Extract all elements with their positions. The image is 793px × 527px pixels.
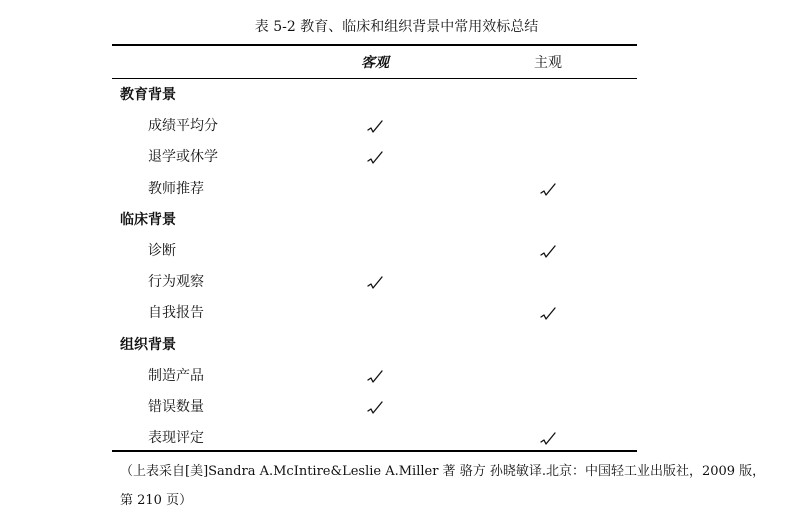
category-row <box>0 84 793 106</box>
criterion-label: 自我报告 <box>148 305 204 322</box>
table-row <box>0 146 793 168</box>
source-note-line-1: （上表采自[美]Sandra A.McIntire&Leslie A.Miller 著 骆方 孙晓敏译.北京：中国轻工业出版社，2009 版， <box>120 464 766 479</box>
checkmark-icon <box>540 431 556 447</box>
checkmark-icon <box>540 182 556 198</box>
column-header-subjective: 主观 <box>534 55 562 71</box>
criterion-label: 退学或休学 <box>148 149 218 166</box>
source-note-line-2: 第 210 页） <box>120 493 193 508</box>
checkmark-icon <box>367 400 383 416</box>
table-row <box>0 115 793 137</box>
table-row <box>0 427 793 449</box>
checkmark-icon <box>540 306 556 322</box>
category-row <box>0 334 793 356</box>
table-row <box>0 178 793 200</box>
checkmark-icon <box>367 150 383 166</box>
criterion-label: 诊断 <box>148 243 176 259</box>
table-row <box>0 365 793 387</box>
checkmark-icon <box>367 119 383 135</box>
criterion-label: 行为观察 <box>148 274 204 291</box>
category-label: 教育背景 <box>120 87 176 103</box>
category-label: 临床背景 <box>120 211 176 228</box>
category-label: 组织背景 <box>120 336 176 353</box>
criterion-label: 成绩平均分 <box>148 118 218 135</box>
criterion-label: 错误数量 <box>148 399 204 415</box>
table-row <box>0 396 793 418</box>
table-header-rule <box>112 78 637 79</box>
criterion-label: 制造产品 <box>148 367 204 384</box>
table-row <box>0 302 793 324</box>
checkmark-icon <box>540 244 556 260</box>
table-row <box>0 240 793 262</box>
category-row <box>0 209 793 231</box>
criterion-label: 表现评定 <box>148 430 204 447</box>
table-caption: 表 5-2 教育、临床和组织背景中常用效标总结 <box>254 19 539 35</box>
criterion-label: 教师推荐 <box>148 180 204 197</box>
checkmark-icon <box>367 369 383 385</box>
table-top-rule <box>112 44 637 46</box>
table-bottom-rule <box>112 450 637 452</box>
column-header-objective: 客观 <box>361 55 389 71</box>
checkmark-icon <box>367 275 383 291</box>
table-row <box>0 271 793 293</box>
